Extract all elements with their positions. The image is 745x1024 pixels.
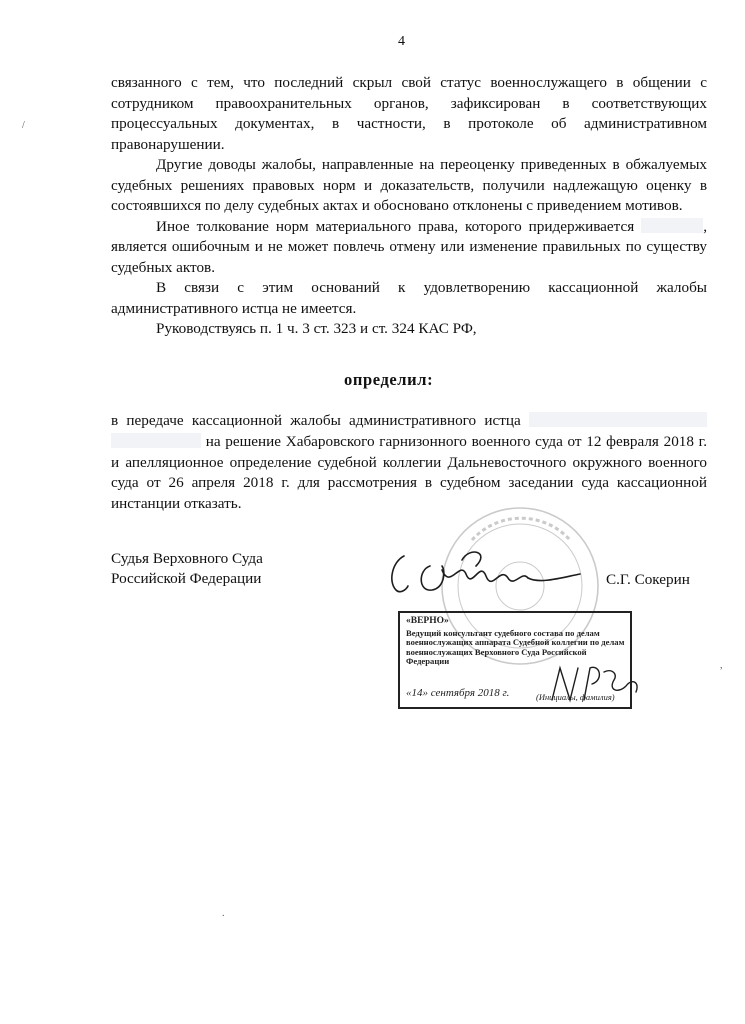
paragraph-2: Другие доводы жалобы, направленные на переоценку приведенных в обжалуемых судебных решениях правовых норм и доказательств, получили надлежащую оценку в состоявшихся по делу судебных актах и обосновано отклонены с приведением мотивов. — [111, 156, 707, 214]
paragraph-3-end: , является ошибочным и не может повлечь отмену или изменение правильных по существу судебных актов. — [111, 217, 708, 276]
judge-name: С.Г. Сокерин — [606, 571, 690, 588]
ruling-heading: определил: — [344, 370, 434, 389]
redacted-plaintiff — [529, 412, 707, 427]
stamp-title: «ВЕРНО» — [406, 616, 449, 626]
decision-paragraph — [111, 411, 707, 515]
page-number: 4 — [398, 34, 405, 49]
stamp-initials-label: (Инициалы, фамилия) — [536, 692, 615, 702]
margin-mark: . — [222, 908, 225, 919]
stamp-date: «14» сентября 2018 г. — [406, 687, 510, 699]
paragraph-3 — [111, 217, 707, 279]
margin-mark: , — [720, 660, 723, 671]
decision-end: на решение Хабаровского гарнизонного военного суда от 12 февраля 2018 г. и апелляционное определение судебной коллегии Дальневосточного окружного военного суда от 26 апреля 2018 г. для рассмотрения в судебном заседании суда кассационной инстанции отказать. — [111, 432, 707, 513]
judge-title — [111, 549, 263, 589]
margin-mark: / — [22, 120, 25, 131]
certification-stamp — [398, 611, 632, 709]
judge-signature — [392, 552, 580, 592]
redacted-name — [641, 218, 703, 233]
judge-title-line-2: Российской Федерации — [111, 570, 262, 587]
decision-text — [111, 411, 707, 515]
judge-title-line-1: Судья Верховного Суда — [111, 550, 263, 567]
body-text — [111, 73, 707, 340]
decision-start: в передаче кассационной жалобы административного истца — [111, 412, 521, 429]
paragraph-4: В связи с этим оснований к удовлетворению кассационной жалобы административного истца не имеется. — [111, 279, 707, 317]
paragraph-3-start: Иное толкование норм материального права, которого придерживается — [156, 217, 635, 235]
stamp-role: Ведущий консультант судебного состава по делам военнослужащих аппарата Судебной коллегии по делам военнослужащих Верховного Суда Российской Федерации — [406, 628, 625, 667]
paragraph-1: связанного с тем, что последний скрыл свой статус военнослужащего в общении с сотрудником правоохранительных органов, зафиксирован в соответствующих процессуальных документах, в частности, в протоколе об административном правонарушении. — [111, 74, 707, 153]
redacted-plaintiff-cont — [111, 433, 201, 448]
paragraph-5: Руководствуясь п. 1 ч. 3 ст. 323 и ст. 324 КАС РФ, — [156, 320, 477, 337]
